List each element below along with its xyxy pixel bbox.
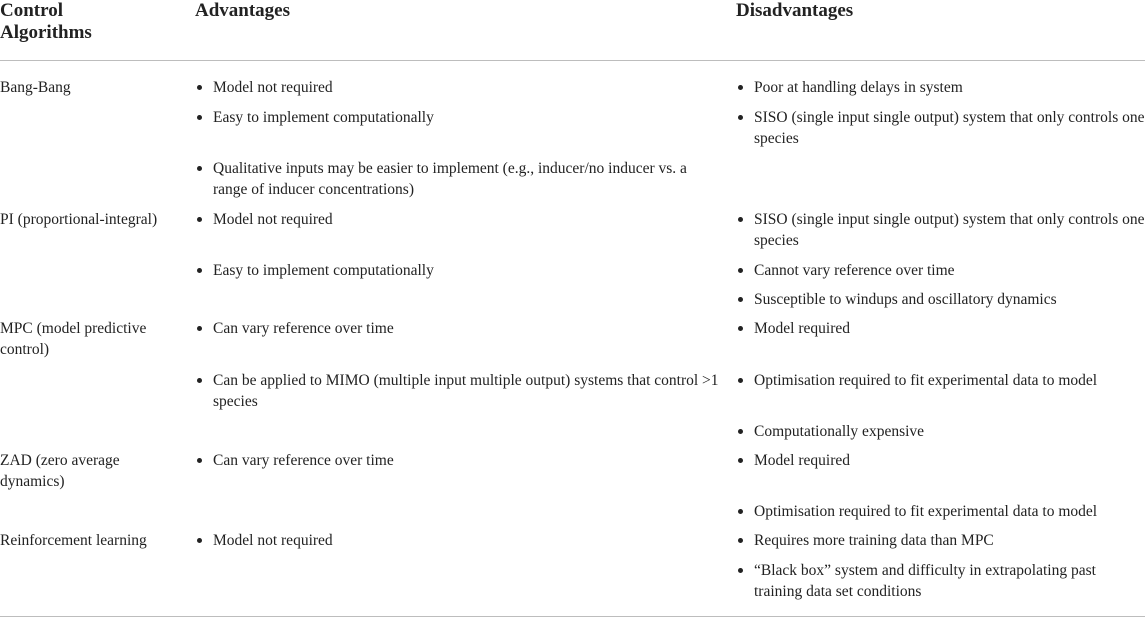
- disadvantage-item: SISO (single input single output) system that only controls one species: [736, 107, 1145, 149]
- header-disadvantages: Disadvantages: [736, 0, 854, 21]
- disadvantage-item: “Black box” system and difficulty in extrapolating past training data set conditions: [736, 560, 1145, 602]
- row-algorithm-reinforcement-learning: Reinforcement learning: [0, 532, 147, 549]
- advantage-item: Model not required: [195, 530, 725, 551]
- advantage-item: Model not required: [195, 209, 725, 230]
- disadvantage-item: Optimisation required to fit experimental data to model: [736, 501, 1145, 522]
- row-algorithm-zad: ZAD (zero average dynamics): [0, 452, 120, 490]
- disadvantage-item: Susceptible to windups and oscillatory dynamics: [736, 289, 1145, 310]
- advantage-item: Can vary reference over time: [195, 450, 725, 471]
- disadvantage-item: Poor at handling delays in system: [736, 77, 1145, 98]
- row-algorithm-mpc: MPC (model predictive control): [0, 320, 147, 358]
- row-algorithm-pi: PI (proportional-integral): [0, 211, 158, 228]
- advantage-item: Model not required: [195, 77, 725, 98]
- advantage-item: Can be applied to MIMO (multiple input multiple output) systems that control >1 species: [195, 370, 725, 412]
- footer-rule: [0, 616, 1145, 617]
- advantage-item: Easy to implement computationally: [195, 260, 725, 281]
- disadvantage-item: Model required: [736, 318, 1145, 339]
- disadvantage-item: SISO (single input single output) system that only controls one species: [736, 209, 1145, 251]
- advantage-item: Easy to implement computationally: [195, 107, 725, 128]
- disadvantage-item: Model required: [736, 450, 1145, 471]
- advantage-item: Can vary reference over time: [195, 318, 725, 339]
- header-control-algorithms: Control Algorithms: [0, 0, 92, 43]
- header-advantages: Advantages: [195, 0, 291, 21]
- disadvantage-item: Optimisation required to fit experimental data to model: [736, 370, 1145, 391]
- row-algorithm-bang-bang: Bang-Bang: [0, 79, 71, 96]
- disadvantage-item: Computationally expensive: [736, 421, 1145, 442]
- disadvantage-item: Cannot vary reference over time: [736, 260, 1145, 281]
- header-rule: [0, 60, 1145, 61]
- advantage-item: Qualitative inputs may be easier to implement (e.g., inducer/no inducer vs. a range of inducer concentrations): [195, 158, 725, 200]
- disadvantage-item: Requires more training data than MPC: [736, 530, 1145, 551]
